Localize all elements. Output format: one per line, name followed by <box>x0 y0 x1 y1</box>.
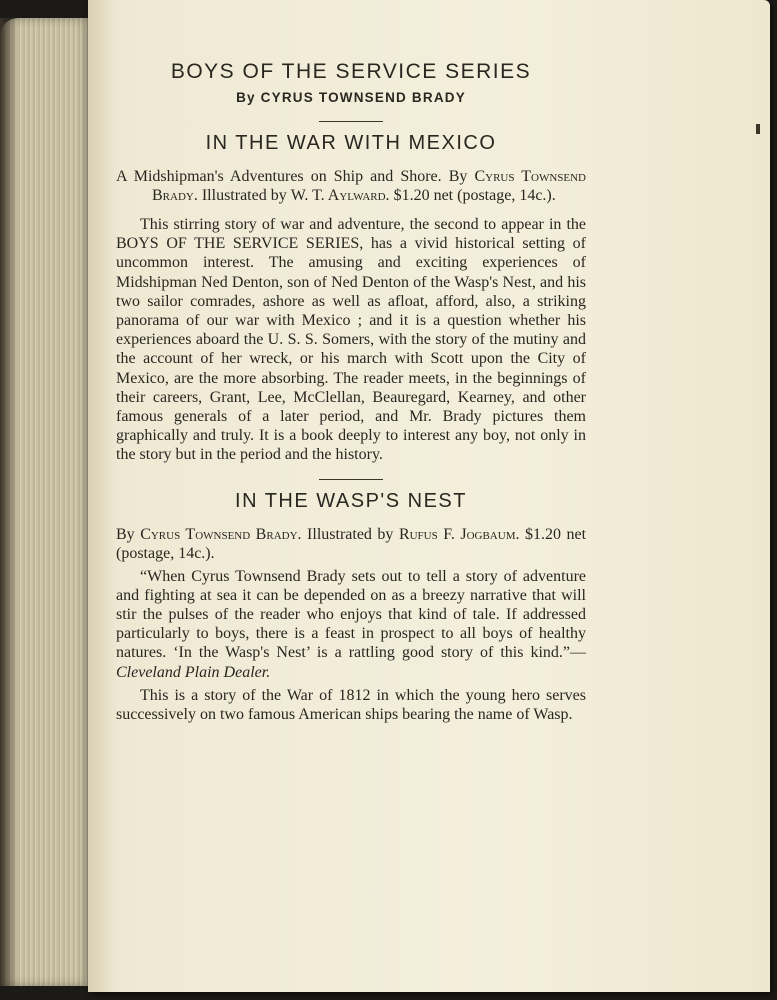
review-source: Cleveland Plain Dealer. <box>116 663 271 681</box>
book-entry-war-with-mexico <box>116 132 586 465</box>
divider-rule <box>319 121 383 122</box>
entry-by-label: By <box>116 525 135 543</box>
page-edges <box>0 18 92 986</box>
entry-subtitle: A Midshipman's Adventures on Ship and Shore. By <box>116 168 468 185</box>
series-title: BOYS OF THE SERVICE SERIES <box>170 60 532 83</box>
entry-illustrated-label: Illustrated by <box>307 525 394 543</box>
book-entry-details <box>116 525 586 563</box>
book-description: This stirring story of war and adventure, the second to appear in the BOYS OF THE SERVICE SERIES, has a vivid historical setting of uncommon interest. The amusing and exciting experiences of Midshipman Ned Denton, son of Ned Denton of the Wasp's Nest, and his two sailor comrades, ashore as well as afloat, afford, also, a striking panorama of our war with Mexico ; and it is a question whether his experiences aboard the U. S. S. Somers, with the story of the mutiny and the account of her wreck, or his march with Scott upon the City of Mexico, are the more absorbing. The reader meets, in the beginnings of their careers, Grant, Lee, McClellan, Beauregard, Kearney, and other famous generals of a later period, and Mr. Brady pictures them graphically and truly. It is a book deeply to interest any boy, not only in the story but in the period and the history. <box>116 216 586 464</box>
book-description: This is a story of the War of 1812 in which the young hero serves successively on two famous American ships bearing the name of Wasp. <box>116 686 586 724</box>
entry-price: $1.20 net (postage, 14c.). <box>393 187 556 204</box>
book-entry-details <box>116 167 586 205</box>
entry-price: $1.20 net (postage, 14c.). <box>116 525 587 562</box>
book-review-quote <box>116 567 586 682</box>
page-content <box>116 60 586 724</box>
book-title: IN THE WAR WITH MEXICO <box>205 132 497 154</box>
divider-rule <box>319 479 383 480</box>
review-text: “When Cyrus Townsend Brady sets out to tell a story of adventure and fighting at sea it can be depended on as a breezy narrative that will stir the pulses of the reader who enjoys that kind of tale. If addressed particularly to boys, there is a feast in prospect to all boys of healthy natures. ‘In the Wasp's Nest’ is a rattling good story of this kind.”— <box>116 567 586 662</box>
entry-author: Cyrus Townsend Brady. <box>152 168 587 204</box>
entry-illustrator: Rufus F. Jogbaum. <box>398 525 520 543</box>
page-mark <box>756 124 760 134</box>
entry-illustrated-label: Illustrated by <box>201 187 287 204</box>
entry-illustrator: W. T. Aylward. <box>290 187 390 204</box>
entry-author: Cyrus Townsend Brady. <box>140 525 302 543</box>
book-title: IN THE WASP'S NEST <box>235 489 467 512</box>
series-author: By CYRUS TOWNSEND BRADY <box>236 90 466 105</box>
book-entry-wasps-nest <box>116 490 586 725</box>
